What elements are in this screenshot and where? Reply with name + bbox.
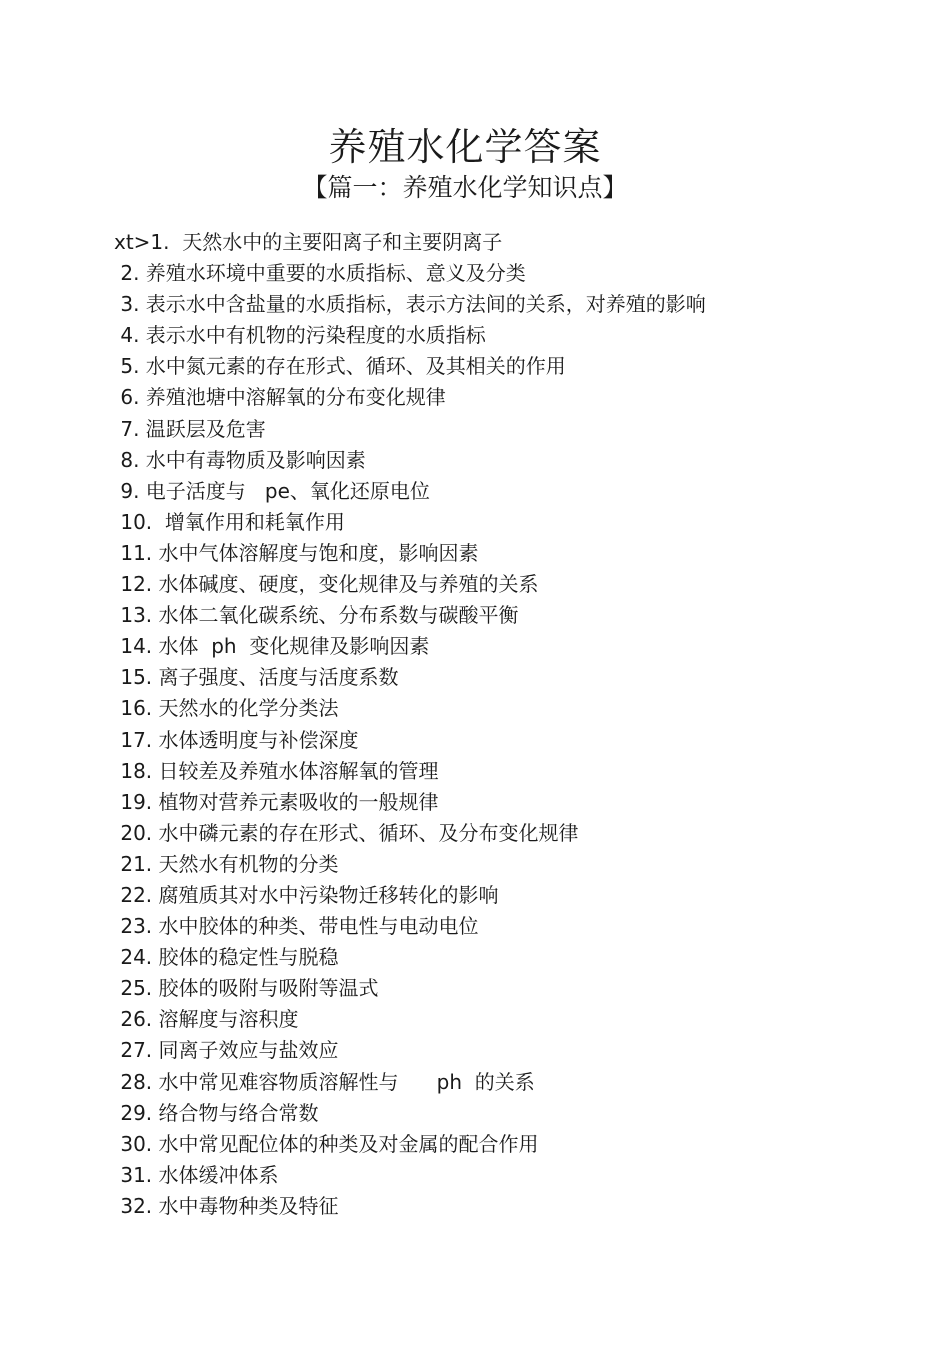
list-item: 23. 水中胶体的种类、带电性与电动电位 [114,914,479,939]
list-item: 11. 水中气体溶解度与饱和度，影响因素 [114,540,479,565]
list-item: xt>1. 天然水中的主要阳离子和主要阴离子 [114,230,503,254]
list-item: 17. 水体透明度与补偿深度 [114,727,359,752]
list-item: 20. 水中磷元素的存在形式、循环、及分布变化规律 [114,820,579,845]
list-item: 7. 温跃层及危害 [114,416,266,441]
list-item: 31. 水体缓冲体系 [114,1162,279,1187]
list-item: 3. 表示水中含盐量的水质指标，表示方法间的关系，对养殖的影响 [114,292,706,317]
list-item: 9. 电子活度与 pe、氧化还原电位 [114,478,430,503]
topic-list [114,227,706,1222]
list-item: 30. 水中常见配位体的种类及对金属的配合作用 [114,1131,539,1156]
list-item: 13. 水体二氧化碳系统、分布系数与碳酸平衡 [114,603,519,628]
list-item: 28. 水中常见难容物质溶解性与 ph 的关系 [114,1069,535,1094]
document-subtitle: 【篇一：养殖水化学知识点】 [302,173,628,202]
list-item: 8. 水中有毒物质及影响因素 [114,447,366,472]
list-item: 26. 溶解度与溶积度 [114,1007,299,1032]
list-item: 25. 胶体的吸附与吸附等温式 [114,976,379,1001]
list-item: 14. 水体 ph 变化规律及影响因素 [114,634,430,659]
list-item: 27. 同离子效应与盐效应 [114,1038,339,1063]
list-item: 29. 络合物与络合常数 [114,1100,319,1125]
list-item: 16. 天然水的化学分类法 [114,696,339,721]
list-item: 12. 水体碱度、硬度，变化规律及与养殖的关系 [114,572,539,597]
list-item: 32. 水中毒物种类及特征 [114,1193,339,1218]
list-item: 21. 天然水有机物的分类 [114,851,339,876]
list-item: 18. 日较差及养殖水体溶解氧的管理 [114,758,439,783]
list-item: 15. 离子强度、活度与活度系数 [114,665,399,690]
list-item: 10. 增氧作用和耗氧作用 [114,509,345,534]
list-item: 22. 腐殖质其对水中污染物迁移转化的影响 [114,882,499,907]
document-title: 养殖水化学答案 [328,125,602,169]
list-item: 19. 植物对营养元素吸收的一般规律 [114,789,439,814]
list-item: 6. 养殖池塘中溶解氧的分布变化规律 [114,385,446,410]
list-item: 4. 表示水中有机物的污染程度的水质指标 [114,323,486,348]
list-item: 24. 胶体的稳定性与脱稳 [114,945,339,970]
list-item: 5. 水中氮元素的存在形式、循环、及其相关的作用 [114,354,566,379]
list-item: 2. 养殖水环境中重要的水质指标、意义及分类 [114,261,526,286]
